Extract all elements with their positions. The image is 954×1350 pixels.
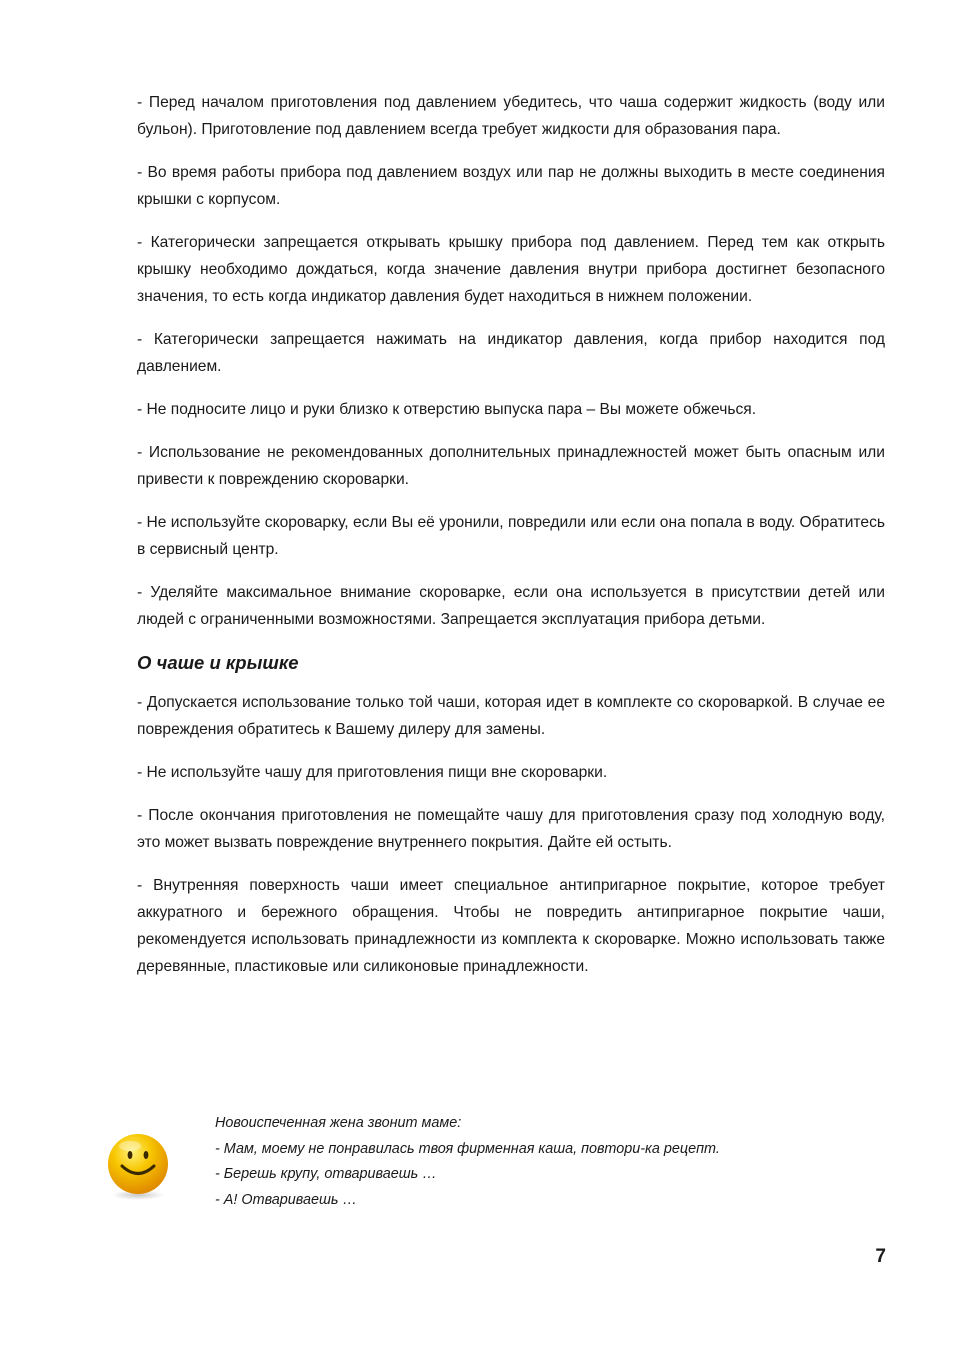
joke-text <box>215 1111 720 1213</box>
safety-paragraph: - Категорически запрещается нажимать на индикатор давления, когда прибор находится под давлением. <box>137 331 885 375</box>
smiley-icon <box>104 1133 172 1201</box>
page-number: 7 <box>875 1246 886 1267</box>
safety-paragraph: - Категорически запрещается открывать крышку прибора под давлением. Перед тем как открыть крышку необходимо дождаться, когда значение давления внутри прибора достигнет безопасного значения, то есть когда индикатор давления будет находиться в нижнем положении. <box>137 234 885 305</box>
bowl-paragraph: - Внутренняя поверхность чаши имеет специальное антипригарное покрытие, которое требует аккуратного и бережного обращения. Чтобы не повредить антипригарное покрытие чаши, рекомендуется использовать принадлежности из комплекта к скороварке. Можно использовать также деревянные, пластиковые или силиконовые принадлежности. <box>137 877 885 975</box>
safety-paragraph: - Не подносите лицо и руки близко к отверстию выпуска пара – Вы можете обжечься. <box>137 401 757 418</box>
joke-line: - Мам, моему не понравилась твоя фирменная каша, повтори-ка рецепт. <box>215 1140 720 1157</box>
section-heading: О чаше и крышке <box>137 652 299 673</box>
safety-paragraph: - Перед началом приготовления под давлением убедитесь, что чаша содержит жидкость (воду или бульон). Приготовление под давлением всегда требует жидкости для образования пара. <box>137 94 885 138</box>
bowl-paragraph: - Допускается использование только той чаши, которая идет в комплекте со скороваркой. В случае ее повреждения обратитесь к Вашему дилеру для замены. <box>137 694 885 738</box>
joke-line: Новоиспеченная жена звонит маме: <box>215 1115 462 1131</box>
page-body <box>137 89 885 996</box>
safety-paragraph: - Не используйте скороварку, если Вы её уронили, повредили или если она попала в воду. Обратитесь в сервисный центр. <box>137 514 885 558</box>
joke-line: - А! Отвариваешь … <box>215 1191 357 1208</box>
joke-box <box>104 1111 884 1221</box>
safety-paragraph: - Во время работы прибора под давлением воздух или пар не должны выходить в месте соединения крышки с корпусом. <box>137 164 885 208</box>
safety-paragraph: - Использование не рекомендованных дополнительных принадлежностей может быть опасным или привести к повреждению скороварки. <box>137 444 885 488</box>
bowl-paragraph: - Не используйте чашу для приготовления пищи вне скороварки. <box>137 764 608 781</box>
bowl-paragraph: - После окончания приготовления не помещайте чашу для приготовления сразу под холодную воду, это может вызвать повреждение внутреннего покрытия. Дайте ей остыть. <box>137 807 885 851</box>
safety-paragraph: - Уделяйте максимальное внимание скороварке, если она используется в присутствии детей или людей с ограниченными возможностями. Запрещается эксплуатация прибора детьми. <box>137 584 885 628</box>
joke-line: - Берешь крупу, отвариваешь … <box>215 1166 437 1182</box>
